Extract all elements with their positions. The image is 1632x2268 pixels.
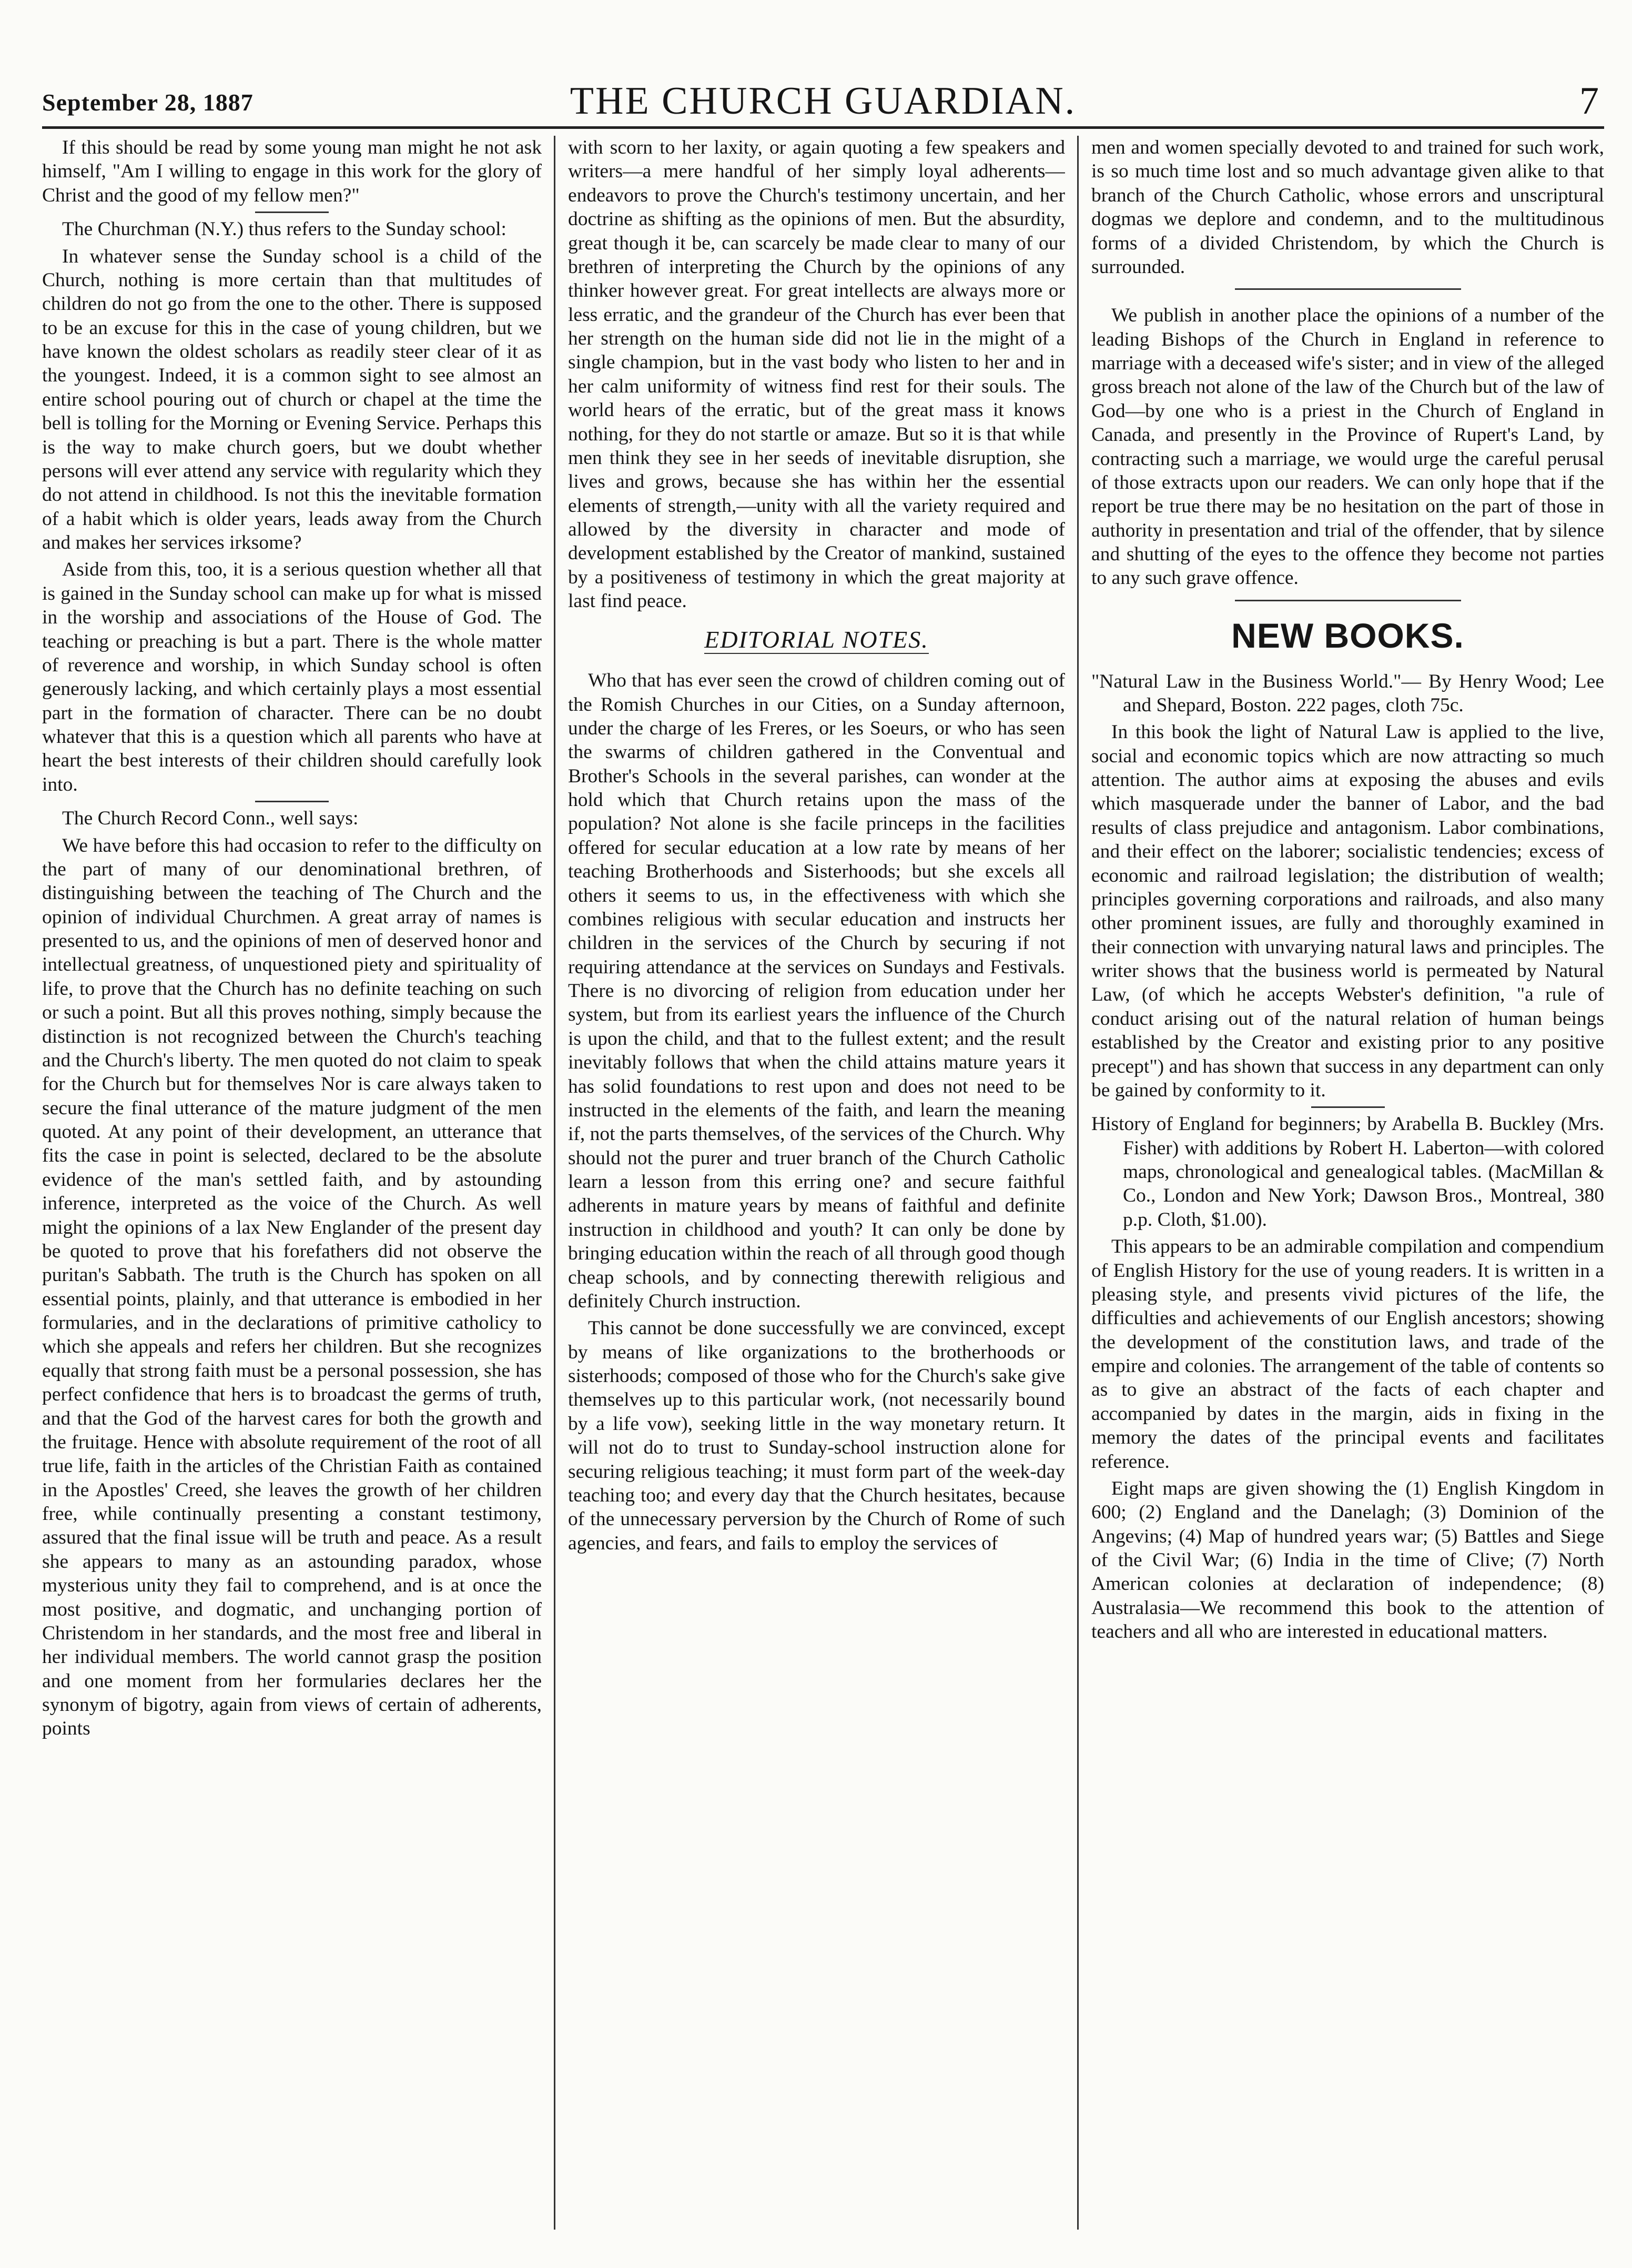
paragraph: men and women specially devoted to and trained for such work, is so much time lost and so much advantage given alike to that branch of the Church Catholic, whose errors and unscriptural dogmas we deplore and condemn, and to the multitudinous forms of a divided Christendom, by which the Church is surrounded. (1091, 137, 1604, 278)
book-listing: History of England for beginners; by Arabella B. Buckley (Mrs. Fisher) with additions by Robert H. Laberton—with colored maps, chronological and genealogical tables. (MacMillan & Co., London and New York; Dawson Bros., Montreal, 380 p.p. Cloth, $1.00). (1091, 1113, 1604, 1231)
column-divider (554, 136, 555, 2230)
paragraph: In whatever sense the Sunday school is a child of the Church, nothing is more certain than that multitudes of children do not go from the one to the other. There is supposed to be an excuse for this in the case of young children, but we have known the oldest scholars as readily steer clear of it as the youngest. Indeed, it is a common sight to see almost an entire school pouring out of church or chapel at the time the bell is tolling for the Morning or Evening Service. Perhaps this is the way to make church goers, but we doubt whether persons will ever attend any service with regularity which they do not attend in childhood. Is not this the inevitable formation of a habit which is older years, leads away from the Church and makes her services irksome? (42, 245, 542, 553)
paragraph: This appears to be an admirable compilation and compendium of English History for the use of young readers. It is written in a pleasing style, and presents vivid pictures of the life, the difficulties and achievements of our English ancestors; showing the development of the constitution laws, and trade of the empire and colonies. The arrangement of the table of contents so as to give an abstract of the facts of each chapter and accompanied by dates in the margin, aids in fixing in the memory the dates of the principal events and facilitates reference. (1091, 1236, 1604, 1473)
column-2 (568, 136, 1065, 2235)
paragraph: with scorn to her laxity, or again quoting a few speakers and writers—a mere handful of her simply loyal adherents—endeavors to prove the Church's testimony uncertain, and her doctrine as shifting as the opinions of men. But the absurdity, great though it be, can scarcely be made clear to many of our brethren of interpreting the Church by the opinions of any thinker however great. For great intellects are always more or less erratic, and the grandeur of the Church has ever been that her strength on the human side did not lie in the might of a single champion, but in the vast body who listen to her and in her calm uniformity of witness find rest for their souls. The world hears of the erratic, but of the great mass it knows nothing, for they do not startle or amaze. But so it is that while men think they see in her seeds of inevitable disruption, she lives and grows, because she has within her the essential elements of strength,—unity with all the variety required and allowed by the diversity in character and mode of development established by the Creator of mankind, sustained by a positiveness of testimony in which the great majority at last find peace. (568, 137, 1065, 612)
paragraph: Eight maps are given showing the (1) English Kingdom in 600; (2) England and the Danelagh; (3) Dominion of the Angevins; (4) Map of hundred years war; (5) Battles and Siege of the Civil War; (6) India in the time of Clive; (7) North American colonies at declaration of independence; (8) Australasia—We recommend this book to the attention of teachers and all who are interested in educational matters. (1091, 1477, 1604, 1643)
separator-rule (1311, 1106, 1385, 1108)
paragraph: Aside from this, too, it is a serious question whether all that is gained in the Sunday school can make up for what is missed in the worship and associations of the House of God. The teaching or preaching is but a part. There is the whole matter of reverence and worship, in which Sunday school is often generously lacking, and which certainly plays a most essential part in the formation of character. There can be no doubt whatever that this is a question which all parents who have at heart the best interests of their children should carefully look into. (42, 559, 542, 795)
paragraph: If this should be read by some young man might he not ask himself, "Am I willing to engage in this work for the glory of Christ and the good of my fellow men?" (42, 137, 542, 206)
separator-rule (255, 801, 329, 802)
column-1 (42, 136, 542, 2235)
paragraph: We have before this had occasion to refer to the difficulty on the part of many of our denominational brethren, of distinguishing between the teaching of The Church and the opinion of individual Churchmen. A great array of names is presented to us, and the opinions of men of deserved honor and intellectual greatness, of unquestioned piety and spirituality of life, to prove that the Church has no definite teaching on such or such a point. But all this proves nothing, simply because the distinction is not recognized between the Church's teaching and the Church's liberty. The men quoted do not claim to speak for the Church but for themselves Nor is care always taken to secure the final utterance of the mature judgment of the men quoted. At any point of their development, an utterance that fits the case in point is selected, declared to be the absolute evidence of the man's settled faith, and by astounding inference, interpreted as the voice of the Church. As well might the opinions of a lax New Englander of the present day be quoted to prove that his forefathers did not observe the puritan's Sabbath. The truth is the Church has spoken on all essential points, plainly, and that utterance is embodied in her formularies, and in the declarations of primitive catholicy to which she appeals and refers her children. But she recognizes equally that strong faith must be a personal possession, she has perfect confidence that hers is to broadcast the germs of truth, and that the God of the harvest cares for both the growth and the fruitage. Hence with absolute requirement of the root of all true life, faith in the articles of the Christian Faith as contained in the Apostles' Creed, she leaves the growth of her children free, while continually presenting a constant testimony, assured that the final issue will be truth and peace. As a result she appears to many as an astounding paradox, whose mysterious unity they fail to comprehend, and is at once the most positive, and dogmatic, and unchanging portion of Christendom in her standards, and the most free and liberal in her individual members. The world cannot grasp the position and one moment from her formularies declares her the synonym of bigotry, again from views of certain of adherents, points (42, 834, 542, 1740)
column-3 (1091, 136, 1604, 2235)
paragraph: The Church Record Conn., well says: (62, 808, 359, 830)
column-divider (1077, 136, 1079, 2230)
page-number: 7 (1579, 79, 1599, 123)
paragraph: We publish in another place the opinions of a number of the leading Bishops of the Church in England in reference to marriage with a deceased wife's sister; and in view of the alleged gross breach not alone of the law of the Church but of the law of God—by one who is a priest in the Church of England in Canada, and presently in the Province of Rupert's Land, by contracting such a marriage, we would urge the careful perusal of those extracts upon our readers. We can only hope that if the report be true there may be no hesitation on the part of those in authority in presentation and trial of the offender, that by silence and shutting of the eyes to the offence they become not parties to any such grave offence. (1091, 305, 1604, 589)
heading-text: EDITORIAL NOTES. (704, 626, 929, 653)
paragraph: The Churchman (N.Y.) thus refers to the Sunday school: (62, 218, 506, 240)
separator-rule (255, 211, 329, 213)
paragraph: Who that has ever seen the crowd of children coming out of the Romish Churches in our Cities, on a Sunday afternoon, under the charge of les Freres, or les Soeurs, or who has seen the swarms of children gathered in the Conventual and Brother's Schools in the several parishes, can wonder at the hold which that Church retains upon the mass of the population? Not alone is she facile princeps in the facilities offered for secular education at a low rate by means of her teaching Brotherhoods and Sisterhoods; but she excels all others it seems to us, in the effectiveness with which she combines religious with secular education and instructs her children in the services of the Church by securing if not requiring attendance at the services on Sundays and Festivals. There is no divorcing of religion from education under her system, but from its earliest years the influence of the Church is upon the child, and that to the fullest extent; and the result inevitably follows that when the child attains mature years it has solid foundations to rest upon and does not need to be instructed in the elements of the faith, and learn the meaning if, not the parts themselves, of the services of the Church. Why should not the purer and truer branch of the Church Catholic learn a lesson from this erring one? and secure faithful adherents in mature years by means of faithful and definite instruction in childhood and youth? It can only be done by bringing education within the reach of all through good though cheap schools, and by connecting therewith religious and definitely Church instruction. (568, 670, 1065, 1312)
newspaper-title: THE CHURCH GUARDIAN. (570, 79, 1077, 123)
paragraph: This cannot be done successfully we are convinced, except by means of like organizations to the brotherhoods or sisterhoods; composed of those who for the Church's sake give themselves up to this particular work, (not necessarily bound by a life vow), seeking little in the way monetary return. It will not do to trust to Sunday-school instruction alone for securing religious teaching; it must form part of the week-day teaching too; and every day that the Church hesitates, because of the unnecessary perversion by the Church of Rome of such agencies, and fears, and fails to employ the services of (568, 1317, 1065, 1554)
masthead (42, 79, 1604, 129)
book-listing: "Natural Law in the Business World."— By Henry Wood; Lee and Shepard, Boston. 222 pages, cloth 75c. (1091, 670, 1604, 716)
paragraph: In this book the light of Natural Law is applied to the live, social and economic topics which are now attracting so much attention. The author aims at exposing the abuses and evils which masquerade under the banner of Labor, and the bad results of class prejudice and antagonism. Labor combinations, and their effect on the laborer; socialistic tendencies; excess of economic and railroad legislation; the distribution of wealth; principles governing corporations and railroads, and also many other prominent issues, are fully and thoroughly examined in their connection with unvarying natural laws and principles. The writer shows that the business world is permeated by Natural Law, (of which he accepts Webster's definition, "a rule of conduct arising out of the natural relation of human beings established by the Creator and existing prior to any positive precept") and has shown that success in any department can only be gained by conformity to it. (1091, 721, 1604, 1101)
issue-date: September 28, 1887 (42, 89, 254, 116)
editorial-notes-heading (568, 625, 1065, 654)
separator-rule (1235, 288, 1461, 290)
separator-rule (1235, 600, 1461, 601)
new-books-heading: NEW BOOKS. (1231, 616, 1464, 655)
